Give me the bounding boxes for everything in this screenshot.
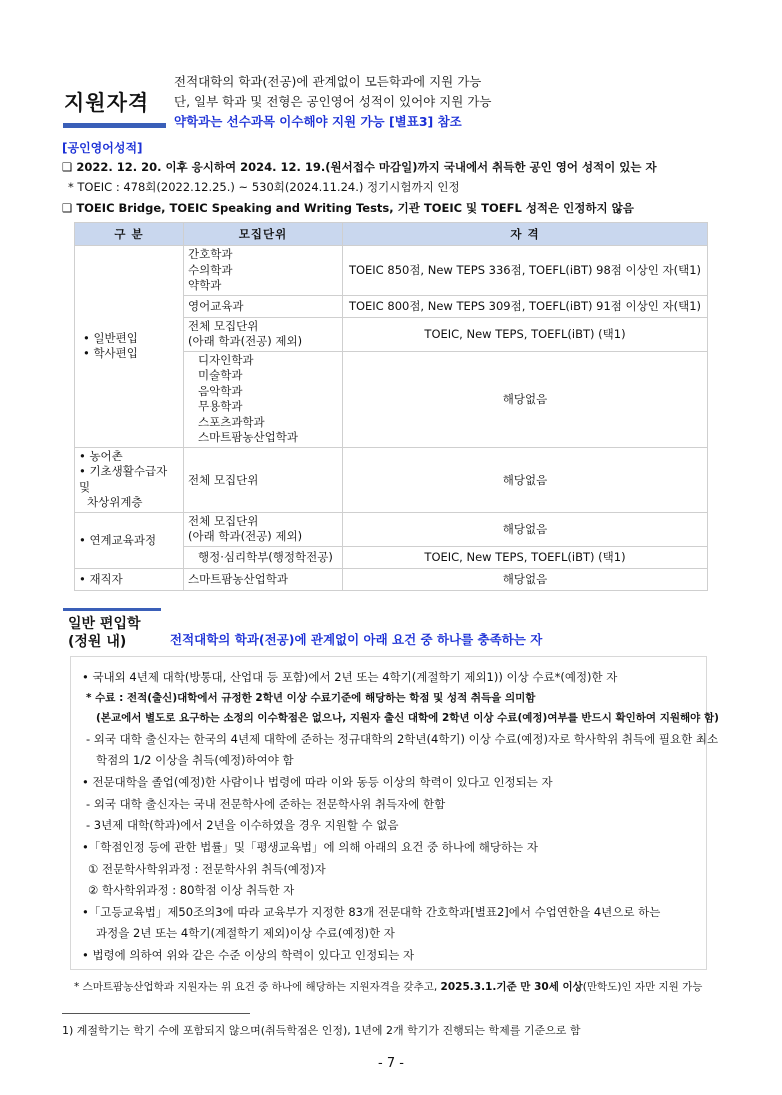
section2-title (68, 615, 141, 651)
req-line: ① 전문학사학위과정 : 전문학사위 취득(예정)자 (88, 862, 326, 876)
req-cell: TOEIC 800점, New TEPS 309점, TOEFL(iBT) 91점 이상인 자(택1) (343, 295, 708, 317)
unit: 간호학과 (188, 247, 233, 261)
header-line: 전적대학의 학과(전공)에 관계없이 모든학과에 지원 가능 (174, 74, 482, 89)
unit: (아래 학과(전공) 제외) (188, 334, 303, 348)
section2-title-line: 일반 편입학 (68, 616, 141, 632)
english-item-1: ❑ 2022. 12. 20. 이후 응시하여 2024. 12. 19.(원서접수 마감일)까지 국내에서 취득한 공인 영어 성적이 있는 자 (62, 160, 657, 174)
req-line: •「학점인정 등에 관한 법률」및「평생교육법」에 의해 아래의 요건 중 하나에 해당하는 자 (82, 840, 538, 854)
section-title: 지원자격 (64, 91, 150, 115)
group-cell: • 재직자 (75, 568, 184, 590)
age-footnote-emphasis: 2025.3.1.기준 만 30세 이상 (440, 981, 583, 993)
req-line: •「고등교육법」제50조의3에 따라 교육부가 지정한 83개 전문대학 간호학과[별표2]에서 수업연한을 4년으로 하는 (82, 905, 661, 919)
req-line: - 3년제 대학(학과)에서 2년을 이수하였을 경우 지원할 수 없음 (86, 818, 399, 832)
unit: 약학과 (188, 278, 222, 292)
table-row (75, 512, 708, 546)
unit: (아래 학과(전공) 제외) (188, 529, 303, 543)
req-line: ② 학사학위과정 : 80학점 이상 취득한 자 (88, 883, 295, 897)
unit: 전체 모집단위 (188, 318, 259, 333)
req-line: • 국내외 4년제 대학(방통대, 산업대 등 포함)에서 2년 또는 4학기(계절학기 제외1)) 이상 수료*(예정)한 자 (82, 670, 618, 684)
english-note: * TOEIC : 478회(2022.12.25.) ~ 530회(2024.11.24.) 정기시험까지 인정 (68, 180, 460, 194)
unit: 미술학과 (198, 368, 243, 382)
unit: 수의학과 (188, 262, 233, 277)
footnote-divider (62, 1013, 250, 1014)
req-line: • 전문대학을 졸업(예정)한 사람이나 법령에 따라 이와 동등 이상의 학력이 있다고 인정되는 자 (82, 775, 553, 789)
table-row (75, 447, 708, 512)
section2-title-line: (정원 내) (68, 634, 127, 650)
table-header-row (75, 223, 708, 246)
group-label: • 학사편입 (83, 346, 138, 361)
group-label: • 일반편입 (83, 330, 138, 345)
req-line: 과정을 2년 또는 4학기(계절학기 제외)이상 수료(예정)한 자 (96, 926, 395, 940)
section2-subtitle: 전적대학의 학과(전공)에 관계없이 아래 요건 중 하나를 충족하는 자 (170, 632, 543, 647)
unit: 디자인학과 (198, 352, 254, 367)
group-label: • 농어촌 (79, 448, 123, 463)
table-row (75, 246, 708, 296)
unit-cell (184, 351, 343, 447)
req-cell: 해당없음 (343, 447, 708, 512)
age-footnote (74, 979, 702, 994)
unit: 전체 모집단위 (188, 513, 259, 528)
unit-cell: 영어교육과 (184, 295, 343, 317)
req-cell: TOEIC 850점, New TEPS 336점, TOEFL(iBT) 98점 이상인 자(택1) (343, 246, 708, 296)
unit-cell: 전체 모집단위 (184, 447, 343, 512)
group-label: • 기초생활수급자 및 (79, 464, 168, 494)
page-number: - 7 - (378, 1056, 404, 1071)
header-note: 약학과는 선수과목 이수해야 지원 가능 [별표3] 참조 (174, 114, 462, 129)
group-cell (75, 246, 184, 448)
col-header: 자 격 (343, 223, 708, 246)
req-line: * 수료 : 전적(출신)대학에서 규정한 2학년 이상 수료기준에 해당하는 학점 및 성적 취득을 의미함 (86, 692, 536, 704)
unit: 스마트팜농산업학과 (198, 430, 298, 444)
english-heading: [공인영어성적] (62, 141, 143, 155)
unit-cell (184, 317, 343, 351)
unit: 음악학과 (198, 383, 243, 398)
group-cell: • 연계교육과정 (75, 512, 184, 568)
req-line: - 외국 대학 출신자는 국내 전문학사에 준하는 전문학사위 취득자에 한함 (86, 797, 446, 811)
unit: 스포츠과학과 (198, 414, 265, 429)
title-underline (63, 123, 166, 128)
group-cell (75, 447, 184, 512)
unit-cell: 스마트팜농산업학과 (184, 568, 343, 590)
unit-cell (184, 246, 343, 296)
group-label: 차상위계층 (87, 495, 143, 509)
col-header: 모집단위 (184, 223, 343, 246)
unit-cell: 행정·심리학부(행정학전공) (184, 546, 343, 568)
req-cell: TOEIC, New TEPS, TOEFL(iBT) (택1) (343, 546, 708, 568)
req-cell: 해당없음 (343, 351, 708, 447)
age-footnote-text: * 스마트팜농산업학과 지원자는 위 요건 중 하나에 해당하는 지원자격을 갖추고, (74, 981, 441, 993)
col-header: 구 분 (75, 223, 184, 246)
req-line: • 법령에 의하여 위와 같은 수준 이상의 학력이 있다고 인정되는 자 (82, 948, 415, 962)
req-line: - 외국 대학 출신자는 한국의 4년제 대학에 준하는 정규대학의 2학년(4학기) 이상 수료(예정)자로 학사학위 취득에 필요한 최소 (86, 732, 719, 746)
req-cell: 해당없음 (343, 568, 708, 590)
section2-overline (63, 608, 161, 611)
age-footnote-text: (만학도)인 자만 지원 가능 (582, 981, 703, 993)
unit: 무용학과 (198, 399, 243, 413)
req-line: 학점의 1/2 이상을 취득(예정)하여야 함 (96, 753, 294, 767)
header-lines (174, 72, 491, 132)
footnote: 1) 계절학기는 학기 수에 포함되지 않으며(취득학점은 인정), 1년에 2개 학기가 진행되는 학제를 기준으로 함 (62, 1024, 581, 1037)
req-cell: 해당없음 (343, 512, 708, 546)
table-row (75, 568, 708, 590)
req-cell: TOEIC, New TEPS, TOEFL(iBT) (택1) (343, 317, 708, 351)
unit-cell (184, 512, 343, 546)
req-line: (본교에서 별도로 요구하는 소정의 이수학점은 없으나, 지원자 출신 대학에 2학년 이상 수료(예정)여부를 반드시 확인하여 지원해야 함) (96, 712, 719, 724)
qualification-table (74, 222, 708, 591)
header-line: 단, 일부 학과 및 전형은 공인영어 성적이 있어야 지원 가능 (174, 94, 492, 109)
english-item-2: ❑ TOEIC Bridge, TOEIC Speaking and Writing Tests, 기관 TOEIC 및 TOEFL 성적은 인정하지 않음 (62, 201, 634, 215)
